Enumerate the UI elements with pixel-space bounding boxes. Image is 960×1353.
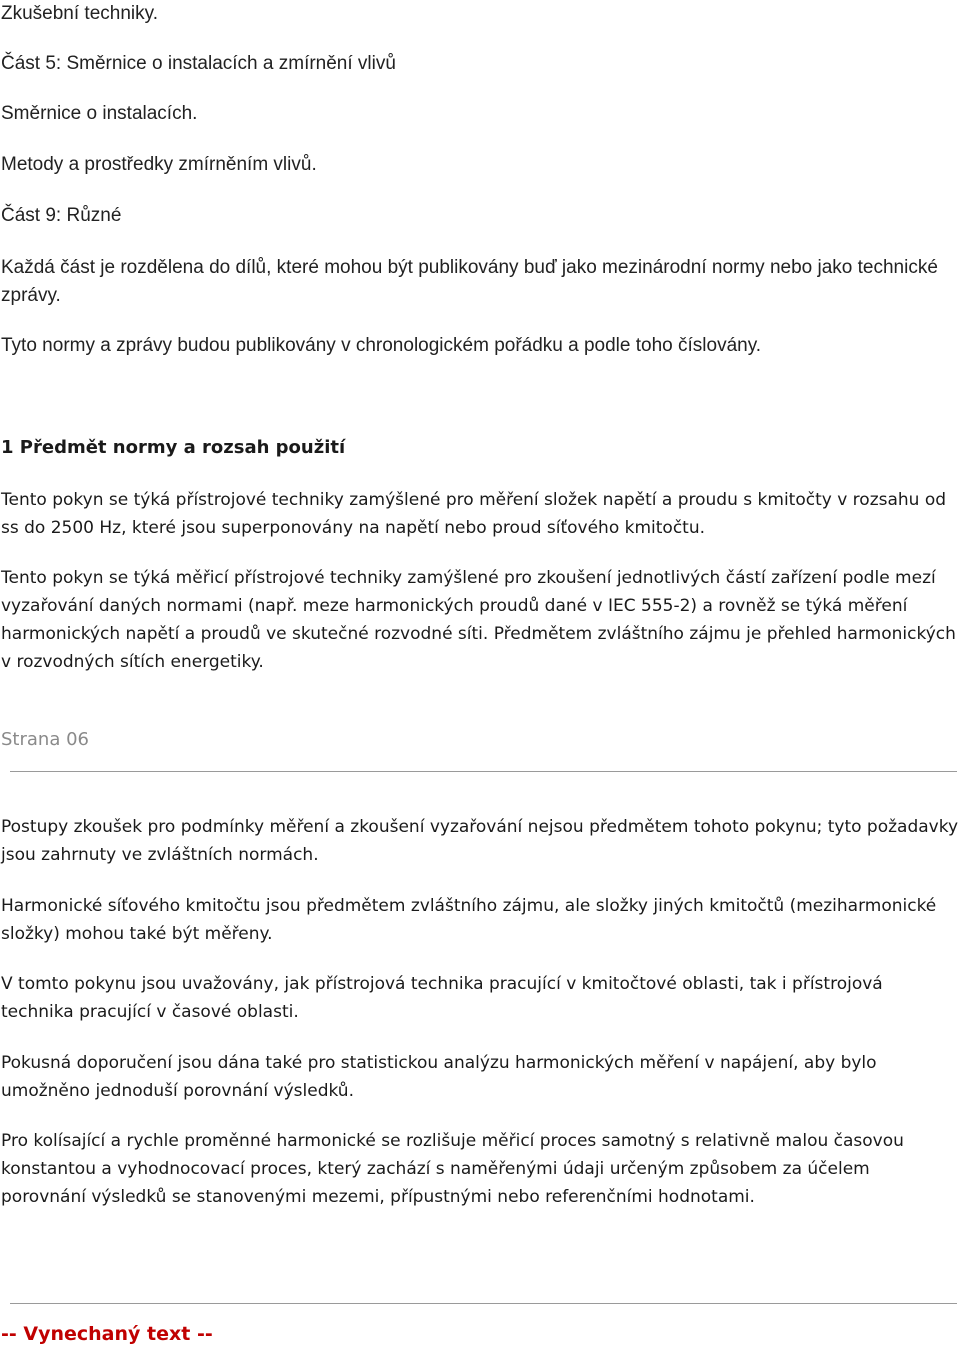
skipped-text-marker: -- Vynechaný text --: [1, 1323, 213, 1345]
section2-paragraph-2: Harmonické síťového kmitočtu jsou předmětem zvláštního zájmu, ale složky jiných kmitočtů (meziharmonické složky) mohou také být měřeny.: [1, 896, 937, 944]
section1-paragraph-2: Tento pokyn se týká měřicí přístrojové techniky zamýšlené pro zkoušení jednotlivých částí zařízení podle mezí vyzařování daných normami (např. meze harmonických proudů dané v IEC 555-2) a rovněž se týká měření harmonických napětí a proudů ve skutečné rozvodné síti. Předmětem zvláštního zájmu je přehled harmonických v rozvodných sítích energetiky.: [1, 568, 956, 672]
intro-line-3: Směrnice o instalacích.: [1, 103, 198, 124]
page-divider: [10, 771, 957, 772]
section2-paragraph-1: Postupy zkoušek pro podmínky měření a zkoušení vyzařování nejsou předmětem tohoto pokynu; tyto požadavky jsou zahrnuty ve zvláštních normách.: [1, 817, 959, 865]
intro-line-4: Metody a prostředky zmírněním vlivů.: [1, 154, 317, 175]
intro-paragraph-1: Každá část je rozdělena do dílů, které mohou být publikovány buď jako mezinárodní normy nebo jako technické zprávy.: [1, 257, 938, 306]
intro-line-2: Část 5: Směrnice o instalacích a zmírnění vlivů: [1, 53, 396, 74]
page-divider-bottom: [10, 1303, 957, 1304]
section2-paragraph-5: Pro kolísající a rychle proměnné harmonické se rozlišuje měřicí proces samotný s relativně malou časovou konstantou a vyhodnocovací proces, který zachází s naměřenými údaji určeným způsobem za účelem porovnání výsledků se stanovenými mezemi, přípustnými nebo referenčními hodnotami.: [1, 1131, 904, 1207]
intro-line-5: Část 9: Různé: [1, 205, 122, 226]
section1-paragraph-1: Tento pokyn se týká přístrojové techniky zamýšlené pro měření složek napětí a proudu s kmitočty v rozsahu od ss do 2500 Hz, které jsou superponovány na napětí nebo proud síťového kmitočtu.: [1, 490, 947, 538]
section2-paragraph-4: Pokusná doporučení jsou dána také pro statistickou analýzu harmonických měření v napájení, aby bylo umožněno jednoduší porovnání výsledků.: [1, 1053, 877, 1101]
intro-paragraph-2: Tyto normy a zprávy budou publikovány v chronologickém pořádku a podle toho číslovány.: [1, 335, 762, 356]
section-heading: 1 Předmět normy a rozsah použití: [1, 437, 346, 458]
intro-line-1: Zkušební techniky.: [1, 3, 159, 24]
page-number: Strana 06: [1, 729, 89, 750]
section2-paragraph-3: V tomto pokynu jsou uvažovány, jak přístrojová technika pracující v kmitočtové oblasti, tak i přístrojová technika pracující v časové oblasti.: [1, 974, 883, 1022]
